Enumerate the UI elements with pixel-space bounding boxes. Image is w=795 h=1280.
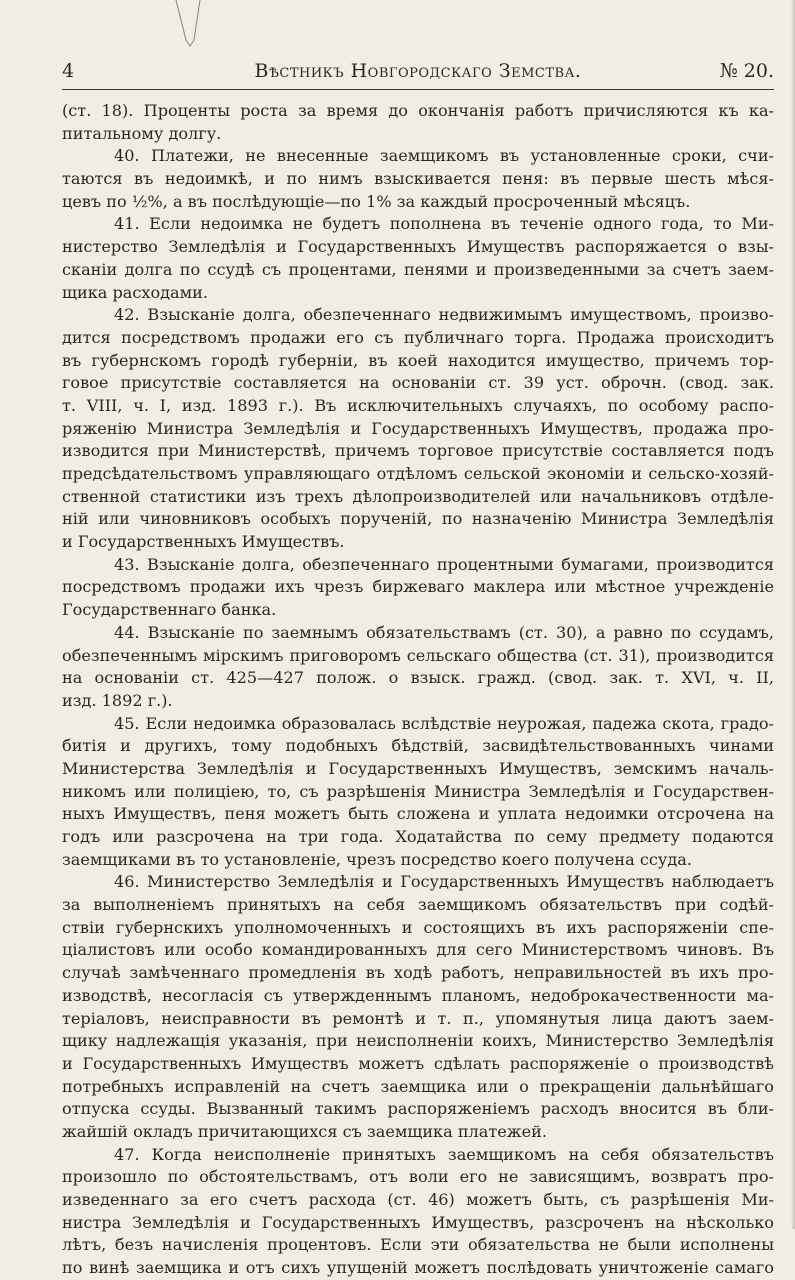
- text-line: изводствѣ, несогласія съ утвержденнымъ планомъ, недоброкачественности ма-: [62, 985, 774, 1005]
- text-line: случаѣ замѣченнаго промедленія въ ходѣ работъ, неправильностей въ ихъ про-: [62, 963, 774, 983]
- page-number: 4: [62, 60, 75, 82]
- text-line: 40. Платежи, не внесенные заемщикомъ въ установленные сроки, счи-: [114, 146, 774, 166]
- text-line: дится посредствомъ продажи его съ публичнаго торга. Продажа происходитъ: [62, 327, 774, 347]
- text-line: ственной статистики изъ трехъ дѣлопроизводителей или начальниковъ отдѣле-: [62, 486, 774, 506]
- text-line: по винѣ заемщика и отъ сихъ упущеній можетъ послѣдовать уничтоженіе самаго: [62, 1258, 774, 1278]
- text-line: 43. Взысканіе долга, обезпеченнаго процентными бумагами, производится: [114, 554, 774, 574]
- issue-number: № 20.: [719, 60, 774, 82]
- text-line: таются въ недоимкѣ, и по нимъ взыскивается пеня: въ первые шесть мѣся-: [62, 169, 774, 189]
- text-line: нистерство Земледѣлія и Государственныхъ Имуществъ распоряжается о взы-: [62, 237, 774, 257]
- text-line: щику надлежащія указанія, при неисполненіи коихъ, Министерство Земледѣлія: [62, 1031, 774, 1051]
- text-line: изведеннаго за его счетъ расхода (ст. 46) можетъ быть, съ разрѣшенія Ми-: [62, 1190, 774, 1209]
- text-line: обезпеченнымъ мірскимъ приговоромъ сельскаго общества (ст. 31), производится: [62, 645, 774, 665]
- text-line: заемщиками въ то установленіе, чрезъ посредство коего получена ссуда.: [62, 849, 692, 869]
- text-line: и Государственныхъ Имуществъ.: [62, 532, 345, 552]
- text-line: на основаніи ст. 425—427 полож. о взыск. гражд. (свод. зак. т. XVI, ч. II,: [62, 668, 774, 688]
- text-line: въ губернскомъ городѣ губерніи, въ коей находится имущество, причемъ тор-: [62, 350, 774, 370]
- page-fold-mark: [174, 0, 202, 48]
- page-edge-shadow: [791, 0, 795, 1229]
- text-line: жайшій окладъ причитающихся съ заемщика платежей.: [62, 1121, 547, 1141]
- text-line: 44. Взысканіе по заемнымъ обязательствамъ (ст. 30), а равно по ссудамъ,: [114, 622, 774, 642]
- text-line: ныхъ Имуществъ, пеня можетъ быть сложена и уплата недоимки отсрочена на: [62, 804, 774, 824]
- text-line: теріаловъ, неисправности въ ремонтѣ и т. п., упомянутыя лица даютъ заем-: [62, 1008, 774, 1028]
- text-line: годъ или разсрочена на три года. Ходатайства по сему предмету подаются: [62, 827, 774, 846]
- text-line: (ст. 18). Проценты роста за время до окончанія работъ причисляются къ ка-: [62, 101, 774, 120]
- text-line: и Государственныхъ Имуществъ можетъ сдѣлать распоряженіе о производствѣ: [62, 1053, 774, 1073]
- text-line: нистра Земледѣлія и Государственныхъ Имуществъ, разсроченъ на нѣсколько: [62, 1212, 774, 1232]
- text-line: битія и другихъ, тому подобныхъ бѣдствій, засвидѣтельствованныхъ чинами: [62, 736, 774, 756]
- text-line: 46. Министерство Земледѣлія и Государственныхъ Имуществъ наблюдаетъ: [114, 872, 774, 892]
- text-line: говое присутствіе составляется на основаніи ст. 39 уст. оброчн. (свод. зак.: [62, 373, 774, 393]
- text-line: отпуска ссуды. Вызванный такимъ распоряженіемъ расходъ вносится въ бли-: [62, 1099, 774, 1119]
- header-rule: [62, 89, 774, 90]
- text-line: щика расходами.: [62, 282, 208, 302]
- text-line: ствіи губернскихъ уполномоченныхъ и состоящихъ въ ихъ распоряженіи спе-: [62, 917, 774, 937]
- text-line: 45. Если недоимка образовалась вслѣдствіе неурожая, падежа скота, градо-: [114, 713, 774, 733]
- text-line: за выполненіемъ принятыхъ на себя заемщикомъ обязательствъ при содѣй-: [62, 895, 774, 915]
- text-line: Министерства Земледѣлія и Государственныхъ Имуществъ, земскимъ началь-: [62, 758, 774, 778]
- page-header: [62, 60, 774, 90]
- text-line: питальному долгу.: [62, 123, 222, 143]
- text-line: 41. Если недоимка не будетъ пополнена въ теченіе одного года, то Ми-: [114, 214, 774, 234]
- text-line: произошло по обстоятельствамъ, отъ воли его не зависящимъ, возвратъ про-: [62, 1167, 774, 1187]
- text-line: посредствомъ продажи ихъ чрезъ биржеваго маклера или мѣстное учрежденіе: [62, 577, 774, 597]
- journal-title: Вѣстникъ Новгородскаго Земства.: [254, 60, 582, 82]
- text-line: цевъ по ½%, а въ послѣдующіе—по 1% за каждый просроченный мѣсяцъ.: [62, 191, 691, 211]
- text-line: т. VIII, ч. I, изд. 1893 г.). Въ исключительныхъ случаяхъ, по особому распо-: [62, 395, 774, 415]
- text-line: лѣтъ, безъ начисленія процентовъ. Если эти обязательства не были исполнены: [62, 1235, 774, 1255]
- text-line: никомъ или полиціею, то, съ разрѣшенія Министра Земледѣлія и Государствен-: [62, 781, 774, 801]
- body-text: [62, 100, 774, 1280]
- text-line: предсѣдательствомъ управляющаго отдѣломъ сельской экономіи и сельско-хозяй-: [62, 464, 774, 483]
- text-line: Государственнаго банка.: [62, 600, 277, 620]
- text-line: ряженію Министра Земледѣлія и Государственныхъ Имуществъ, продажа про-: [62, 418, 774, 438]
- text-line: потребныхъ исправленій на счетъ заемщика или о прекращеніи дальнѣйшаго: [62, 1076, 774, 1096]
- text-line: ціалистовъ или особо командированныхъ для сего Министерствомъ чиновъ. Въ: [62, 940, 774, 960]
- text-line: изд. 1892 г.).: [62, 690, 173, 710]
- text-line: изводится при Министерствѣ, причемъ торговое присутствіе составляется подъ: [62, 441, 774, 461]
- text-line: сканіи долга по ссудѣ съ процентами, пенями и произведенными за счетъ заем-: [62, 259, 774, 279]
- text-line: ній или чиновниковъ особыхъ порученій, по назначенію Министра Земледѣлія: [62, 509, 774, 529]
- text-line: 47. Когда неисполненіе принятыхъ заемщикомъ на себя обязательствъ: [114, 1144, 774, 1164]
- text-line: 42. Взысканіе долга, обезпеченнаго недвижимымъ имуществомъ, произво-: [114, 305, 774, 325]
